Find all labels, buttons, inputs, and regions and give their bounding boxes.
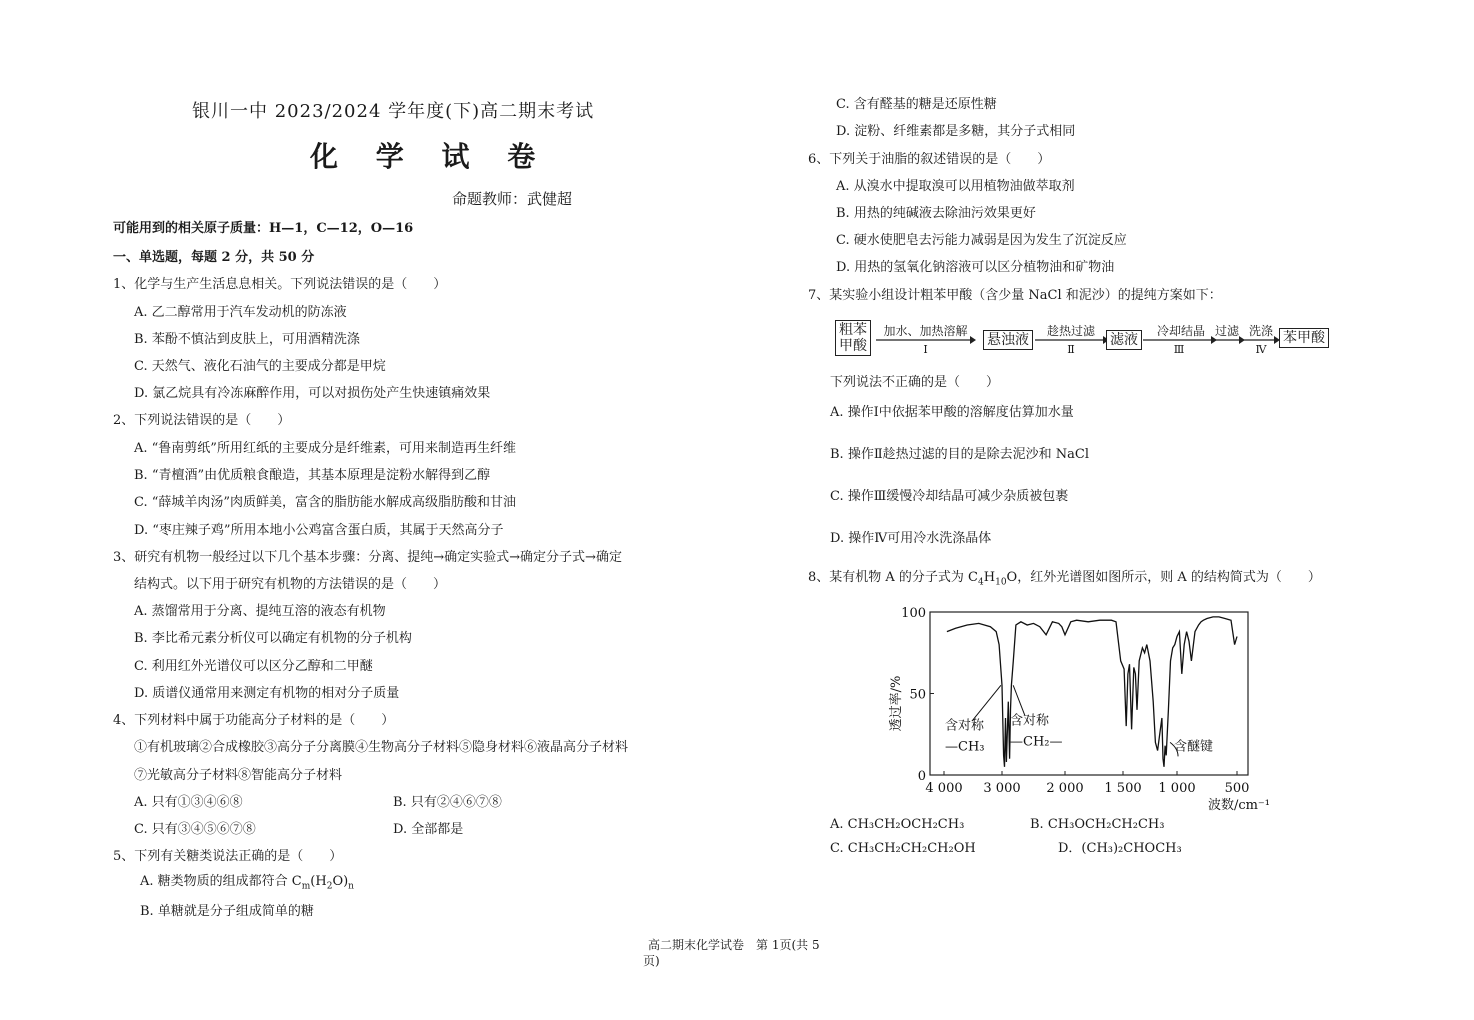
q5-option-a: A. 糖类物质的组成都符合 $C_m(H_2O)_n$ bbox=[140, 874, 354, 892]
q5-option-c: C. 含有醛基的糖是还原性糖 bbox=[836, 97, 997, 112]
flow-step1-label: 加水、加热溶解 bbox=[883, 324, 968, 338]
q4-items-line2: ⑦光敏高分子材料⑧智能高分子材料 bbox=[134, 768, 343, 783]
x-tick-label: 1 500 bbox=[1104, 781, 1142, 796]
flow-step3-label: 冷却结晶 bbox=[1156, 324, 1205, 338]
x-tick-label: 2 000 bbox=[1046, 781, 1084, 796]
q1-option-c: C. 天然气、液化石油气的主要成分都是甲烷 bbox=[134, 359, 386, 374]
q6-option-c: C. 硬水使肥皂去污能力减弱是因为发生了沉淀反应 bbox=[836, 233, 1127, 248]
x-tick-label: 3 000 bbox=[983, 781, 1021, 796]
q6-option-a: A. 从溴水中提取溴可以用植物油做萃取剂 bbox=[836, 179, 1075, 194]
flow-step4b-label: 洗涤 bbox=[1248, 324, 1273, 338]
annotation-ch2-line1: 含对称 bbox=[1010, 713, 1050, 729]
q2-option-c: C. “薛城羊肉汤”肉质鲜美，富含的脂肪能水解成高级脂肪酸和甘油 bbox=[134, 495, 517, 510]
annotation-ch3-line2: —CH₃ bbox=[945, 739, 985, 755]
question-7: 7、某实验小组设计粗苯甲酸（含少量 NaCl 和泥沙）的提纯方案如下： bbox=[808, 288, 1222, 303]
x-tick-label: 4 000 bbox=[925, 781, 963, 796]
q4-items-line1: ①有机玻璃②合成橡胶③高分子分离膜④生物高分子材料⑤隐身材料⑥液晶高分子材料 bbox=[134, 740, 629, 755]
q4-option-a: A. 只有①③④⑥⑧ bbox=[134, 795, 243, 810]
flow-box1-line1: 粗苯 bbox=[839, 322, 867, 338]
atomic-masses: 可能用到的相关原子质量：H—1，C—12，O—16 bbox=[113, 221, 414, 236]
flow-box1-line2: 甲酸 bbox=[839, 338, 867, 354]
q2-option-b: B. “青檀酒”由优质粮食酿造，其基本原理是淀粉水解得到乙醇 bbox=[134, 468, 491, 483]
question-2: 2、下列说法错误的是（ ） bbox=[113, 413, 291, 428]
question-3-line2: 结构式。以下用于研究有机物的方法错误的是（ ） bbox=[134, 577, 447, 592]
footer-line2: 页) bbox=[643, 954, 660, 968]
section-heading: 一、单选题，每题 2 分，共 50 分 bbox=[113, 250, 315, 265]
annotation-ch2-line2: —CH₂— bbox=[1010, 734, 1063, 750]
q6-option-b: B. 用热的纯碱液去除油污效果更好 bbox=[836, 206, 1036, 221]
y-tick-label: 100 bbox=[901, 606, 926, 621]
q1-option-b: B. 苯酚不慎沾到皮肤上，可用酒精洗涤 bbox=[134, 332, 360, 347]
q5-option-b: B. 单糖就是分子组成简单的糖 bbox=[140, 904, 314, 919]
flow-step2-roman: Ⅱ bbox=[1067, 343, 1075, 356]
subject-title: 化 学 试 卷 bbox=[310, 140, 550, 173]
annotation-ch3-line1: 含对称 bbox=[945, 718, 985, 734]
flow-step4a-label: 过滤 bbox=[1214, 324, 1239, 338]
flow-step4-roman: Ⅳ bbox=[1255, 343, 1267, 356]
chart-ticks bbox=[888, 606, 1270, 813]
q4-option-b: B. 只有②④⑥⑦⑧ bbox=[393, 795, 502, 810]
annotation-leader-ch3 bbox=[972, 685, 1001, 721]
annotation-leader-ch2 bbox=[1013, 685, 1025, 715]
q7-option-d: D. 操作Ⅳ可用冷水洗涤晶体 bbox=[830, 531, 992, 546]
x-tick-label: 1 000 bbox=[1158, 781, 1196, 796]
q6-option-d: D. 用热的氢氧化钠溶液可以区分植物油和矿物油 bbox=[836, 260, 1115, 275]
flow-step3-roman: Ⅲ bbox=[1173, 343, 1185, 356]
purification-flow bbox=[830, 318, 1350, 363]
annotation-ether: 含醚键 bbox=[1174, 739, 1214, 755]
q3-option-c: C. 利用红外光谱仪可以区分乙醇和二甲醚 bbox=[134, 659, 373, 674]
exam-title: 银川一中 2023/2024 学年度(下)高二期末考试 bbox=[192, 101, 595, 122]
question-1: 1、化学与生产生活息息相关。下列说法错误的是（ ） bbox=[113, 277, 447, 292]
y-tick-label: 50 bbox=[909, 687, 926, 703]
q3-option-d: D. 质谱仪通常用来测定有机物的相对分子质量 bbox=[134, 686, 400, 701]
q3-option-a: A. 蒸馏常用于分离、提纯互溶的液态有机物 bbox=[134, 604, 386, 619]
question-3-line1: 3、研究有机物一般经过以下几个基本步骤：分离、提纯→确定实验式→确定分子式→确定 bbox=[113, 550, 622, 565]
q8-option-a: A. CH₃CH₂OCH₂CH₃ bbox=[830, 817, 965, 832]
q1-option-d: D. 氯乙烷具有冷冻麻醉作用，可以对损伤处产生快速镇痛效果 bbox=[134, 386, 491, 401]
question-5: 5、下列有关糖类说法正确的是（ ） bbox=[113, 849, 343, 864]
footer-line1: 高二期末化学试卷 第 1页(共 5 bbox=[648, 938, 820, 952]
q8-option-d: D．(CH₃)₂CHOCH₃ bbox=[1058, 841, 1182, 856]
q4-option-c: C. 只有③④⑤⑥⑦⑧ bbox=[134, 822, 256, 837]
q7-option-a: A. 操作Ⅰ中依据苯甲酸的溶解度估算加水量 bbox=[830, 405, 1074, 420]
ir-spectrum-chart bbox=[880, 600, 1270, 815]
q2-option-a: A. “鲁南剪纸”所用红纸的主要成分是纤维素，可用来制造再生纤维 bbox=[134, 441, 516, 456]
question-7-ask: 下列说法不正确的是（ ） bbox=[830, 375, 1000, 390]
q8-option-b: B. CH₃OCH₂CH₂CH₃ bbox=[1030, 817, 1165, 832]
question-8: 8、某有机物 A 的分子式为 $C_4H_{10}O$，红外光谱图如图所示，则 A 的结构简式为（ ） bbox=[808, 570, 1321, 588]
q4-option-d: D. 全部都是 bbox=[393, 822, 464, 837]
flow-benzoic-acid: 苯甲酸 bbox=[1279, 328, 1329, 348]
flow-arrow-4a bbox=[1211, 335, 1245, 345]
flow-crude-benzoic-acid bbox=[835, 320, 871, 356]
flow-step1-roman: Ⅰ bbox=[923, 343, 928, 356]
flow-suspension: 悬浊液 bbox=[983, 330, 1033, 350]
q1-option-a: A. 乙二醇常用于汽车发动机的防冻液 bbox=[134, 305, 347, 320]
flow-filtrate: 滤液 bbox=[1106, 330, 1142, 350]
chart-annotations bbox=[945, 685, 1213, 756]
teacher-name: 命题教师：武健超 bbox=[452, 190, 573, 208]
y-tick-label: 0 bbox=[917, 769, 926, 784]
q8-option-c: C. CH₃CH₂CH₂CH₂OH bbox=[830, 841, 976, 856]
y-axis-label: 透过率/% bbox=[889, 675, 904, 732]
q7-option-c: C. 操作Ⅲ缓慢冷却结晶可减少杂质被包裹 bbox=[830, 489, 1069, 504]
q3-option-b: B. 李比希元素分析仪可以确定有机物的分子机构 bbox=[134, 631, 412, 646]
x-tick-label: 500 bbox=[1224, 781, 1250, 796]
q5-option-d: D. 淀粉、纤维素都是多糖，其分子式相同 bbox=[836, 124, 1076, 139]
q7-option-b: B. 操作Ⅱ趁热过滤的目的是除去泥沙和 NaCl bbox=[830, 447, 1090, 462]
question-4: 4、下列材料中属于功能高分子材料的是（ ） bbox=[113, 713, 395, 728]
question-6: 6、下列关于油脂的叙述错误的是（ ） bbox=[808, 152, 1051, 167]
flow-step2-label: 趁热过滤 bbox=[1046, 324, 1095, 338]
q2-option-d: D. “枣庄辣子鸡”所用本地小公鸡富含蛋白质，其属于天然高分子 bbox=[134, 523, 504, 538]
x-axis-label: 波数/cm⁻¹ bbox=[1207, 798, 1270, 813]
